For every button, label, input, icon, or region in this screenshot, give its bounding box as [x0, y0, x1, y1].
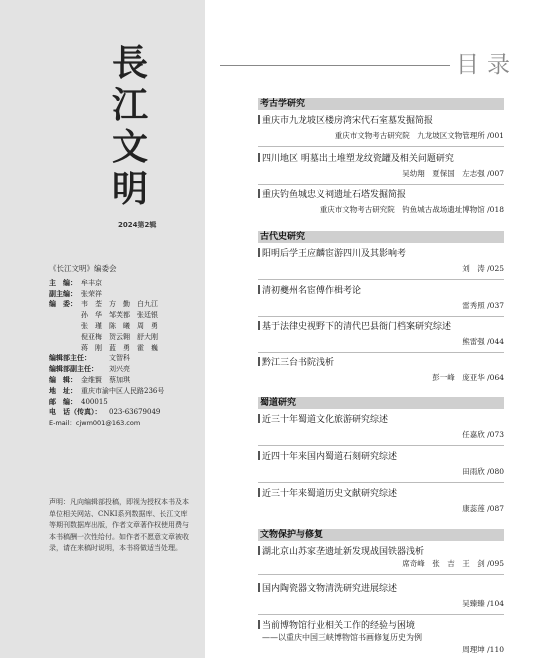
- toc-entry-author-page: 吴幼翔 夏保国 左志强 /007: [402, 169, 504, 178]
- section-heading: 文物保护与修复: [258, 529, 504, 541]
- editorial-row-value: 蒋 刚 蓝 勇 霍 巍: [81, 343, 158, 352]
- magazine-title-char: 文: [111, 126, 148, 168]
- toc-entry-author-page: 刘 涛 /025: [462, 264, 504, 273]
- toc-entry[interactable]: [258, 620, 504, 656]
- editorial-row: [49, 353, 199, 364]
- entry-divider: [258, 445, 504, 446]
- entry-divider: [258, 279, 504, 280]
- editorial-row-value: 金维賢 蔡加琪: [81, 375, 130, 384]
- toc-header-rule: [220, 65, 450, 66]
- toc-entry-author-page: 雷秀照 /037: [462, 301, 504, 310]
- editorial-row-value: 重庆市渝中区人民路236号: [81, 386, 165, 395]
- editorial-row: [49, 375, 199, 386]
- editorial-row-value: 023-63679049: [109, 408, 161, 417]
- editorial-row-label: 编辑部主任：: [49, 353, 91, 363]
- editorial-row: [49, 299, 199, 310]
- toc-entry-title[interactable]: 清初夔州名宦傅作楫考论: [258, 285, 504, 297]
- toc-entry-title[interactable]: 国内陶瓷器文物清洗研究进展综述: [258, 583, 504, 595]
- magazine-title-char: 明: [111, 168, 148, 210]
- toc-entry[interactable]: [258, 488, 504, 515]
- editorial-board-rows: [49, 278, 199, 418]
- email-line: E-mail：cjwm001@163.com: [49, 419, 141, 428]
- editorial-row-label: 邮 编：: [49, 396, 77, 406]
- toc-entry-title[interactable]: 重庆市九龙坡区楼房湾宋代石室墓发掘简报: [258, 115, 504, 127]
- toc-entry[interactable]: [258, 357, 504, 384]
- toc-entry[interactable]: [258, 546, 504, 575]
- entry-divider: [258, 316, 504, 317]
- toc-entry-author-page: 熊雷强 /044: [462, 337, 504, 346]
- toc-entry-title[interactable]: 当前博物馆行业相关工作的经验与困境: [258, 620, 504, 632]
- toc-entry[interactable]: [258, 321, 504, 353]
- entry-divider: [258, 482, 504, 483]
- toc-entry-author-page: 田雨欣 /080: [462, 467, 504, 476]
- editorial-row: [49, 364, 199, 375]
- editorial-row: [49, 321, 199, 332]
- toc-entry-title[interactable]: 四川地区 明墓出土堆塑龙纹瓷罐及相关问题研究: [258, 153, 504, 165]
- entry-divider: [258, 146, 504, 147]
- entry-divider: [258, 352, 504, 353]
- editorial-row: [49, 310, 199, 321]
- editorial-row-label: [49, 321, 81, 332]
- editorial-row: [49, 289, 199, 300]
- magazine-title-char: 江: [111, 84, 148, 126]
- editorial-row-value: 张荣祥: [81, 289, 102, 298]
- toc-entry-title[interactable]: 阳明后学王应麟宦游四川及其影响考: [258, 248, 504, 260]
- issue-number: 2024第2辑: [118, 221, 157, 229]
- editorial-row-value: 刘兴亮: [109, 365, 130, 374]
- toc-title: 目录: [456, 52, 518, 78]
- editorial-row-label: 主 编：: [49, 277, 77, 287]
- toc-entry-title[interactable]: 基于法律史视野下的清代巴县衙门档案研究综述: [258, 321, 504, 333]
- toc-entry[interactable]: [258, 583, 504, 615]
- editorial-row-value: 张 瑾 陈 曦 周 勇: [81, 321, 158, 330]
- toc-entry[interactable]: [258, 451, 504, 483]
- toc-entry-author-page: 吴臻臻 /104: [462, 599, 504, 608]
- section-heading: 蜀道研究: [258, 397, 504, 409]
- editorial-row-value: 牟丰京: [81, 278, 102, 287]
- editorial-row-value: 文智科: [109, 354, 130, 363]
- toc-entry-title[interactable]: 重庆钓鱼城忠义祠遗址石塔发掘简报: [258, 189, 504, 201]
- editorial-row: [49, 397, 199, 408]
- toc-entry-author-page: 彭一峰 庞亚华 /064: [432, 373, 504, 382]
- toc-entry[interactable]: [258, 285, 504, 317]
- editorial-row-value: 400015: [81, 397, 108, 406]
- editorial-row-label: 编 委：: [49, 299, 77, 309]
- toc-entry-author-page: 重庆市文物考古研究院 钓鱼城古战场遗址博物馆 /018: [319, 205, 504, 214]
- toc-entry-author-page: 重庆市文物考古研究院 九龙坡区文物管理所 /001: [334, 131, 504, 140]
- toc-entry-author-page: 任嘉欣 /073: [462, 430, 504, 439]
- toc-entry[interactable]: [258, 115, 504, 147]
- editorial-row-label: 编辑部副主任：: [49, 364, 98, 374]
- entry-divider: [258, 614, 504, 615]
- editorial-board: [49, 264, 199, 429]
- editorial-row-label: 地 址：: [49, 385, 77, 395]
- editorial-row: [49, 278, 199, 289]
- editorial-row-label: 电 话（传真）：: [49, 407, 102, 417]
- entry-divider: [258, 184, 504, 185]
- editorial-row-value: 倪亚梅 贺云翱 舒大刚: [81, 332, 158, 341]
- editorial-row-value: 韦 荃 方 勤 白九江: [81, 300, 158, 309]
- editorial-row: [49, 343, 199, 354]
- toc-entry-author-page: 席奇峰 张 吉 王 剑 /095: [402, 559, 504, 568]
- editorial-row-value: 孙 华 邹芙都 张廷银: [81, 311, 158, 320]
- toc-entry[interactable]: [258, 189, 504, 216]
- toc-entry-title[interactable]: 黔江三台书院浅析: [258, 357, 504, 369]
- editorial-row-label: [49, 310, 81, 321]
- toc-entry-subtitle: ——以重庆中国三峡博物馆书画修复历史为例: [262, 633, 422, 642]
- left-panel: [0, 0, 205, 658]
- toc-entry[interactable]: [258, 153, 504, 185]
- magazine-title: [100, 42, 160, 210]
- toc-entry-title[interactable]: 近三十年蜀道文化旅游研究综述: [258, 414, 504, 426]
- toc-entry[interactable]: [258, 248, 504, 280]
- editorial-row-label: [49, 332, 81, 343]
- toc-entry-author-page: 周理坤 /110: [462, 645, 504, 654]
- toc-entry-title[interactable]: 近三十年来蜀道历史文献研究综述: [258, 488, 504, 500]
- toc-entry[interactable]: [258, 414, 504, 446]
- section-heading: 考古学研究: [258, 98, 504, 110]
- editorial-row-label: 编 辑：: [49, 374, 77, 384]
- editorial-row: [49, 407, 199, 418]
- editorial-row-label: 副主编：: [49, 288, 77, 298]
- editorial-row-label: [49, 343, 81, 354]
- editorial-row: [49, 332, 199, 343]
- toc-entry-author-page: 康蕊莲 /087: [462, 504, 504, 513]
- editorial-row: [49, 386, 199, 397]
- magazine-title-char: 長: [111, 42, 148, 84]
- toc-header: [220, 44, 553, 78]
- editorial-board-heading: 《长江文明》编委会: [49, 264, 117, 273]
- toc-entry-title[interactable]: 湖北京山苏家垄遗址新发现战国铁器浅析: [258, 546, 504, 558]
- entry-divider: [258, 574, 504, 575]
- toc-entry-title[interactable]: 近四十年来国内蜀道石刻研究综述: [258, 451, 504, 463]
- copyright-statement: 声明：凡向编辑部投稿，即视为授权本书及本单位相关网站、CNKI系列数据库、长江文库等期刊数据库出版，作者文章著作权使用费与本书稿酬一次性给付。如作者不愿意文章被收录，请在来稿时说明，本书将做适当处理。: [49, 498, 189, 552]
- section-heading: 古代史研究: [258, 231, 504, 243]
